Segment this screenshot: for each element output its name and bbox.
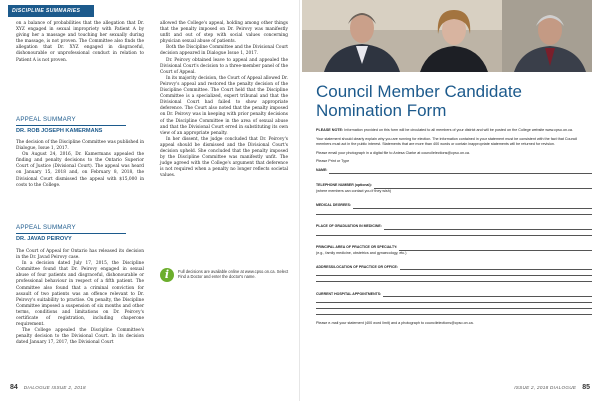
- name-field[interactable]: [316, 168, 592, 174]
- right-column: [160, 21, 288, 179]
- right-page: [300, 0, 600, 401]
- principal-area-label: PRINCIPAL AREA OF PRACTICE OR SPECIALTY:: [316, 244, 398, 249]
- principal-area-input-line[interactable]: [399, 245, 592, 251]
- section-body: [16, 249, 144, 347]
- paragraph: In its majority decision, the Court of Appeal allowed Dr. Peirovy's appeal and restored the penalty decision of the Discipline Committee. The Court held that the Discipline Committee is a specialized, expert tribunal and that the Divisional Court had failed to show appropriate deference. The Court also noted that the penalty imposed on Dr. Peirovy was in keeping with prior penalty decisions of the Discipline Committee in the area of sexual abuse and that the Divisional Court erred in substituting its own view of an appropriate penalty.: [160, 75, 288, 136]
- medical-degrees-label: MEDICAL DEGREES:: [316, 202, 352, 207]
- info-callout: [160, 268, 290, 290]
- name-input-line[interactable]: [329, 168, 592, 174]
- paragraph: On August 24, 2016, Dr. Kamermans appealed the finding and penalty decisions to the Ontario Superior Court of Justice (Divisional Court). The appeal was heard on January 15, 2018 and, on February 8, 2018, the Divisional Court dismissed the appeal with $15,000 in costs to the College.: [16, 152, 144, 188]
- info-callout-text: Full decisions are available online at www.cpso.on.ca. Select Find a Doctor and enter the doctor's name.: [178, 269, 289, 280]
- address-field[interactable]: [316, 264, 592, 270]
- council-members-photo: [302, 0, 592, 72]
- photo-illustration: [302, 0, 592, 72]
- paragraph: In a decision dated July 17, 2015, the Discipline Committee found that Dr. Peirovy engaged in sexual abuse of four patients and disgraceful, dishonourable or professional behaviour in respect of a fifth patient. The Committee also found that a criminal conviction for assault of two patients was an offence relevant to Dr. Peirovy's suitability to practise. On penalty, the Discipline Committee imposed a suspension of six months and other terms, conditions and limitations on Dr. Peirovy's certificate of registration, including chaperone requirement.: [16, 261, 144, 328]
- principal-area-note: (e.g., family medicine, obstetrics and gynaecology, etc.): [316, 250, 407, 255]
- page-number: 84: [10, 384, 18, 391]
- page-folio-right: [514, 383, 590, 393]
- hospital-appointments-input-line-4[interactable]: [316, 309, 592, 315]
- paragraph: Dr. Peirovy obtained leave to appeal and appealed the Divisional Court's decision to a three-member panel of the Court of Appeal.: [160, 57, 288, 75]
- photo-instructions: Please email your photograph in a digital file to Aniesa Clarke at councilelections@cpso.on.ca.: [316, 150, 470, 155]
- form-note: [316, 128, 592, 134]
- hospital-appointments-label: CURRENT HOSPITAL APPOINTMENTS:: [316, 291, 382, 296]
- hospital-appointments-input-line[interactable]: [383, 291, 592, 297]
- closing-instructions: Please e-mail your statement (400 word limit) and a photograph to councilelections@cpso.on.ca.: [316, 321, 474, 326]
- info-icon: i: [160, 268, 174, 282]
- form-title: Council Member Candidate Nomination Form: [316, 82, 522, 120]
- place-of-graduation-field[interactable]: [316, 224, 592, 230]
- section-heading: APPEAL SUMMARY: [16, 224, 76, 231]
- address-input-line-3[interactable]: [316, 276, 592, 282]
- doctor-name: DR. ROB JOSEPH KAMERMANS: [16, 128, 103, 134]
- banner-label: DISCIPLINE SUMMARIES: [12, 8, 81, 14]
- place-of-graduation-input-line-2[interactable]: [316, 230, 592, 236]
- telephone-field[interactable]: [316, 183, 592, 189]
- name-label: NAME:: [316, 168, 328, 173]
- page-number: 85: [582, 384, 590, 391]
- paragraph: on a balance of probabilities that the allegation that Dr. XYZ engaged in sexual impropriety with Patient A by giving her a massage and touching her sexually during the massage, is not proven. The Committee also finds the allegation that Dr. XYZ engaged in disgraceful, dishonourable or unprofessional conduct in relation to Patient A is not proven.: [16, 21, 144, 63]
- left-column: [16, 21, 144, 64]
- paragraph: Both the Discipline Committee and the Divisional Court decision appeared in Dialogue Issue 1, 2017.: [160, 45, 288, 57]
- doctor-name: DR. JAVAD PEIROVY: [16, 236, 72, 242]
- place-of-graduation-input-line[interactable]: [384, 224, 592, 230]
- telephone-note: (where members can contact you if they wish): [316, 188, 392, 193]
- section-banner: [8, 5, 94, 17]
- note-label: PLEASE NOTE:: [316, 128, 344, 132]
- medical-degrees-input-line[interactable]: [353, 203, 592, 209]
- paragraph: In her dissent, the judge concluded that Dr. Peirovy's appeal should be dismissed and the Divisional Court's decision upheld. She concluded that the penalty imposed by the Discipline Committee was manifestly unfit. The judge agreed with the College's argument that deference is not required when a penalty no longer reflects societal values.: [160, 136, 288, 179]
- hospital-appointments-field[interactable]: [316, 291, 592, 297]
- section-divider: [16, 233, 126, 234]
- place-of-graduation-label: PLACE OF GRADUATION IN MEDICINE:: [316, 223, 382, 228]
- section-heading: APPEAL SUMMARY: [16, 116, 76, 123]
- appeal-summary-peirovy: [16, 224, 144, 347]
- telephone-label: TELEPHONE NUMBER (optional):: [316, 183, 372, 188]
- magazine-issue: ISSUE 2, 2018 DIALOGUE: [514, 385, 577, 390]
- paragraph: The decision of the Discipline Committee was published in Dialogue, Issue 1, 2017.: [16, 140, 144, 152]
- section-divider: [16, 125, 126, 126]
- section-body: [16, 140, 144, 189]
- paragraph: The Court of Appeal for Ontario has released its decision in the Dr. Javad Peirovy case.: [16, 249, 144, 261]
- address-label: ADDRESS/LOCATION OF PRACTICE OR OFFICE:: [316, 264, 398, 269]
- paragraph: allowed the College's appeal, holding among other things that the penalty imposed on Dr. Peirovy was manifestly unfit and out of step with social values concerning physician sexual abuse of patients.: [160, 21, 288, 45]
- telephone-input-line[interactable]: [374, 183, 592, 189]
- nomination-form: [316, 128, 592, 330]
- form-instructions: Your statement should clearly explain why you are running for election. The information contained in your statement must be consistent with the fact that Council members must act in the public interest. Statements that are more than 400 words or contain inappropriate statements will be returned for revision.: [316, 136, 578, 147]
- magazine-issue: DIALOGUE ISSUE 2, 2018: [23, 385, 86, 390]
- appeal-summary-kamermans: [16, 116, 144, 189]
- print-note: Please Print or Type: [316, 159, 350, 164]
- paragraph: The College appealed the Discipline Committee's penalty decision to the Divisional Court. In its decision dated January 17, 2017, the Divisional Court: [16, 328, 144, 346]
- medical-degrees-field[interactable]: [316, 203, 592, 209]
- principal-area-field[interactable]: [316, 245, 592, 251]
- note-text: Information provided on this form will be circulated to all members of your district and will be posted on the College website www.cpso.on.ca.: [343, 128, 574, 132]
- medical-degrees-input-line-2[interactable]: [316, 209, 592, 215]
- address-input-line[interactable]: [400, 264, 592, 270]
- page-folio-left: [10, 383, 86, 393]
